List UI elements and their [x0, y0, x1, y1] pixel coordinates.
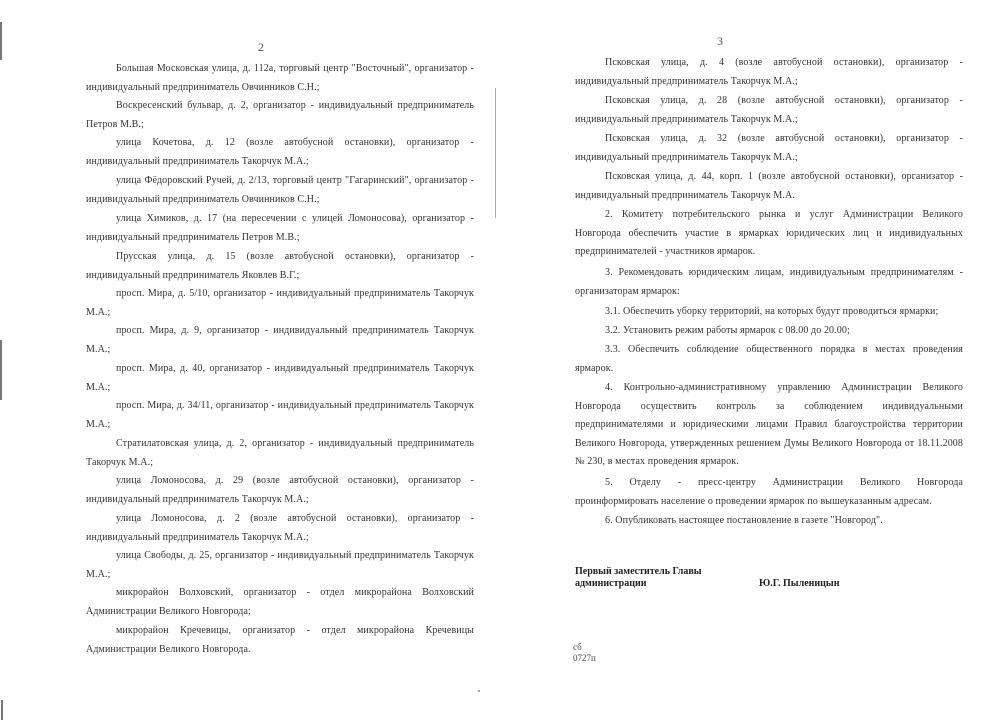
signature-title-line2: администрации [575, 578, 647, 589]
list-item: Большая Московская улица, д. 112а, торговый центр "Восточный", организатор - индивидуальный предприниматель Овчинников С.Н.; [86, 63, 474, 93]
paragraph: 3. Рекомендовать юридическим лицам, индивидуальным предпринимателям - организаторам ярмарок: [575, 267, 963, 297]
list-item: просп. Мира, д. 40, организатор - индивидуальный предприниматель Такорчук М.А.; [86, 363, 474, 393]
paragraph: 3.3. Обеспечить соблюдение общественного порядка в местах проведения ярмарок. [575, 344, 963, 374]
paragraph: 4. Контрольно-административному управлению Администрации Великого Новгорода осуществить контроль за соблюдением индивидуальными предпринимателями и юридическими лицами Правил благоустройства территории Великого Новгорода, утвержденных решением Думы Великого Новгорода от 18.11.2008 № 230, в местах проведения ярмарок. [575, 382, 963, 467]
paragraph: 3.1. Обеспечить уборку территорий, на которых будут проводиться ярмарки; [605, 306, 939, 317]
scan-edge-mark [0, 22, 2, 60]
list-item: просп. Мира, д. 5/10, организатор - индивидуальный предприниматель Такорчук М.А.; [86, 288, 474, 318]
list-item: улица Ломоносова, д. 29 (возле автобусной остановки), организатор - индивидуальный предприниматель Такорчук М.А.; [86, 475, 474, 505]
scan-edge-mark [0, 340, 2, 400]
scan-speck [478, 690, 480, 692]
paragraph: 6. Опубликовать настоящее постановление в газете "Новгород". [605, 515, 883, 526]
list-item: Псковская улица, д. 44, корп. 1 (возле автобусной остановки), организатор - индивидуальный предприниматель Такорчук М.А. [575, 171, 963, 201]
scan-gutter-line [495, 88, 496, 218]
footer-code [573, 642, 596, 664]
list-item: Псковская улица, д. 28 (возле автобусной остановки), организатор - индивидуальный предприниматель Такорчук М.А.; [575, 95, 963, 125]
page-number: 3 [717, 34, 723, 48]
list-item: улица Свободы, д. 25, организатор - индивидуальный предприниматель Такорчук М.А.; [86, 550, 474, 580]
footer-line2: 0727п [573, 653, 596, 663]
list-item: Воскресенский бульвар, д. 2, организатор - индивидуальный предприниматель Петров М.В.; [86, 100, 474, 130]
list-item: Прусская улица, д. 15 (возле автобусной остановки), организатор - индивидуальный предприниматель Яковлев В.Г.; [86, 251, 474, 281]
signature-title-line1: Первый заместитель Главы [575, 566, 702, 577]
list-item: Стратилатовская улица, д. 2, организатор - индивидуальный предприниматель Такорчук М.А.; [86, 438, 474, 468]
list-item: улица Химиков, д. 17 (на пересечении с улицей Ломоносова), организатор - индивидуальный предприниматель Петров М.В.; [86, 213, 474, 243]
signature-name: Ю.Г. Пыленицын [759, 578, 840, 589]
paragraph: 2. Комитету потребительского рынка и услуг Администрации Великого Новгорода обеспечить участие в ярмарках юридических лиц и индивидуальных предпринимателей - участников ярмарок. [575, 209, 963, 257]
list-item: Псковская улица, д. 32 (возле автобусной остановки), организатор - индивидуальный предприниматель Такорчук М.А.; [575, 133, 963, 163]
right-page [495, 0, 990, 720]
list-item: Псковская улица, д. 4 (возле автобусной остановки), организатор - индивидуальный предприниматель Такорчук М.А.; [575, 57, 963, 87]
paragraph: 3.2. Установить режим работы ярмарок с 08.00 до 20.00; [605, 325, 850, 336]
list-item: просп. Мира, д. 9, организатор - индивидуальный предприниматель Такорчук М.А.; [86, 325, 474, 355]
list-item: микрорайон Кречевицы, организатор - отдел микрорайона Кречевицы Администрации Великого Новгорода. [86, 625, 474, 655]
list-item: улица Кочетова, д. 12 (возле автобусной остановки), организатор - индивидуальный предприниматель Такорчук М.А.; [86, 137, 474, 167]
footer-line1: сб [573, 642, 582, 652]
paragraph: 5. Отделу - пресс-центру Администрации Великого Новгорода проинформировать население о проведении ярмарок по вышеуказанным адресам. [575, 477, 963, 507]
page-number: 2 [258, 40, 264, 54]
list-item: просп. Мира, д. 34/11, организатор - индивидуальный предприниматель Такорчук М.А.; [86, 400, 474, 430]
list-item: улица Фёдоровский Ручей, д. 2/13, торговый центр "Гагаринский", организатор - индивидуальный предприниматель Овчинников С.Н.; [86, 175, 474, 205]
list-item: микрорайон Волховский, организатор - отдел микрорайона Волховский Администрации Великого Новгорода; [86, 587, 474, 617]
scan-edge-mark [1, 700, 3, 720]
signature-title [575, 566, 702, 590]
list-item: улица Ломоносова, д. 2 (возле автобусной остановки), организатор - индивидуальный предприниматель Такорчук М.А.; [86, 513, 474, 543]
